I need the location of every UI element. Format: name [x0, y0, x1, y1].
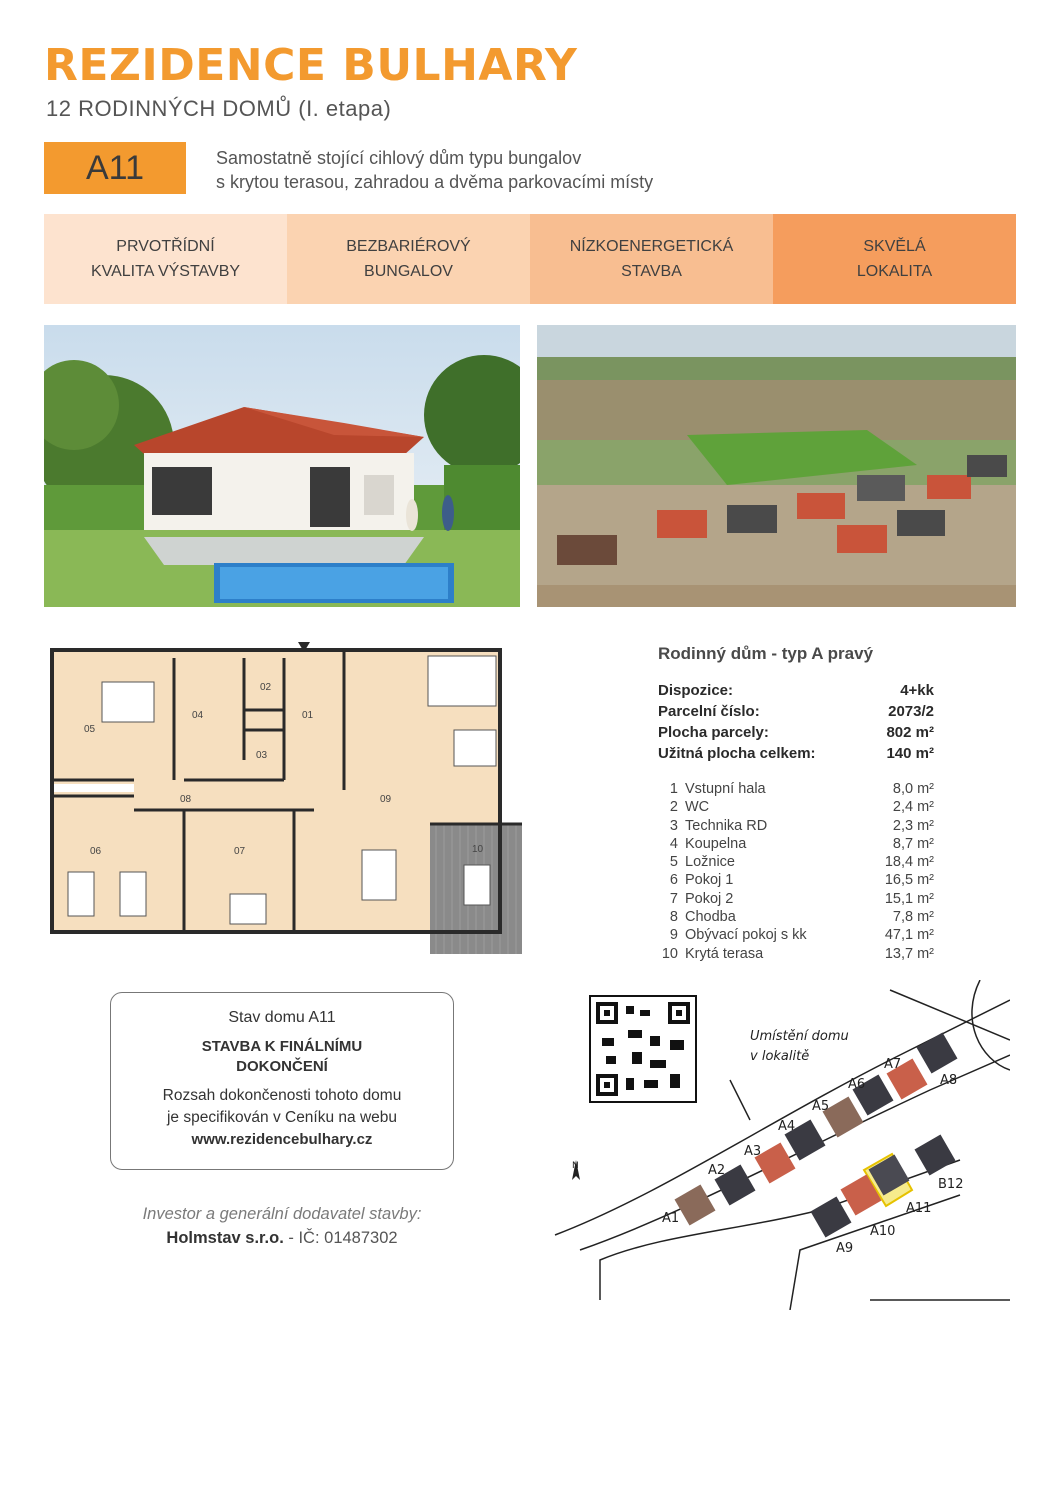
feature-low-energy: NÍZKOENERGETICKÁ STAVBA [530, 214, 773, 304]
map-caption-2: v lokalitě [750, 1049, 810, 1064]
page-title: REZIDENCE BULHARY [44, 40, 578, 91]
spec-row: Plocha parcely: 802 m² [658, 724, 934, 741]
aerial-photo [537, 325, 1016, 607]
room-label-08: 08 [180, 794, 192, 805]
status-heading: Stav domu A11 [228, 1009, 336, 1026]
room-row: 5 Ložnice 18,4 m² [669, 854, 934, 871]
feature-barrier-free: BEZBARIÉROVÝ BUNGALOV [287, 214, 530, 304]
room-label-09: 09 [380, 794, 392, 805]
room-label-05: 05 [84, 724, 96, 735]
room-row: 6 Pokoj 1 16,5 m² [669, 872, 934, 889]
room-row: 8 Chodba 7,8 m² [669, 909, 934, 926]
room-row: 1 Vstupní hala 8,0 m² [669, 781, 934, 797]
lot-a5: A5 [812, 1099, 830, 1114]
room-row: 10 Krytá terasa 13,7 m² [661, 945, 934, 962]
room-label-04: 04 [192, 710, 204, 721]
status-box [110, 992, 454, 1170]
room-list [658, 780, 934, 963]
spec-row: Dispozice: 4+kk [658, 682, 934, 699]
house-render-photo [44, 325, 520, 607]
map-north-label: N [572, 1161, 579, 1171]
room-label-10: 10 [472, 844, 484, 855]
house-code-badge: A11 [44, 142, 186, 194]
lot-a3: A3 [744, 1144, 762, 1159]
spec-row: Užitná plocha celkem: 140 m² [658, 745, 934, 762]
location-map [540, 980, 1010, 1310]
feature-quality: PRVOTŘÍDNÍ KVALITA VÝSTAVBY [44, 214, 287, 304]
room-row: 3 Technika RD 2,3 m² [669, 817, 934, 834]
description-line-2: s krytou terasou, zahradou a dvěma parkovacími místy [216, 172, 654, 192]
room-label-07: 07 [234, 846, 246, 857]
house-description [216, 146, 736, 194]
website-link[interactable]: www.rezidencebulhary.cz [191, 1131, 373, 1148]
house-specs [658, 644, 934, 963]
room-row: 9 Obývací pokoj s kk 47,1 m² [669, 927, 934, 944]
room-label-03: 03 [256, 750, 268, 761]
spec-row: Parcelní číslo: 2073/2 [658, 703, 934, 720]
room-row: 4 Koupelna 8,7 m² [669, 835, 934, 852]
room-row: 7 Pokoj 2 15,1 m² [669, 890, 934, 907]
lot-a7: A7 [884, 1057, 902, 1072]
room-label-01: 01 [302, 710, 314, 721]
lot-b12: B12 [938, 1177, 964, 1192]
description-line-1: Samostatně stojící cihlový dům typu bungalov [216, 148, 582, 168]
status-state: STAVBA K FINÁLNÍMU DOKONČENÍ [201, 1038, 363, 1075]
feature-location: SKVĚLÁ LOKALITA [773, 214, 1016, 304]
room-label-06: 06 [90, 846, 102, 857]
room-row: 2 WC 2,4 m² [669, 799, 934, 816]
lot-a6: A6 [848, 1077, 866, 1092]
lot-a9: A9 [836, 1241, 854, 1256]
lot-a4: A4 [778, 1119, 796, 1134]
page-subtitle: 12 RODINNÝCH DOMŮ (I. etapa) [46, 96, 392, 121]
floor-plan [44, 640, 526, 958]
investor-label: Investor a generální dodavatel stavby: [142, 1205, 422, 1223]
room-label-02: 02 [260, 682, 272, 693]
map-caption-1: Umístění domu [750, 1029, 849, 1044]
status-text: Rozsah dokončenosti tohoto domu je specifikován v Ceníku na webu [162, 1087, 402, 1126]
specs-title: Rodinný dům - typ A pravý [658, 644, 874, 663]
investor-info [110, 1202, 454, 1250]
lot-a8: A8 [940, 1073, 958, 1088]
investor-company: Holmstav s.r.o. - IČ: 01487302 [166, 1229, 398, 1247]
lot-a10: A10 [870, 1224, 896, 1239]
lot-a1: A1 [662, 1211, 680, 1226]
feature-strip [44, 214, 1016, 304]
lot-a2: A2 [708, 1163, 726, 1178]
lot-a11: A11 [906, 1201, 932, 1216]
